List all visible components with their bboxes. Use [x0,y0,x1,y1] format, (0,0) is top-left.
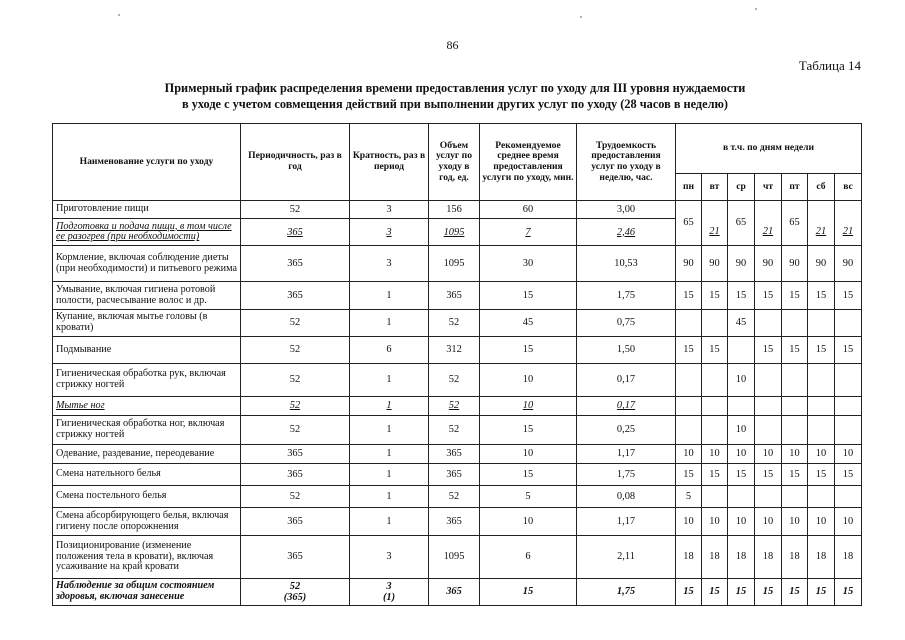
time-cell: 15 [480,579,577,606]
day-cell: 10 [676,445,702,464]
periodicity-cell: 365 [241,219,350,246]
labor-cell: 1,75 [577,464,676,486]
day-cell: 18 [782,536,808,579]
table-row [53,536,862,579]
table-title [100,80,810,112]
day-cell: 15 [755,464,782,486]
time-cell: 45 [480,310,577,337]
service-name: Мытье ног [53,397,241,416]
day-cell: 18 [728,536,755,579]
day-cell: 15 [702,282,728,310]
day-cell [835,486,862,508]
day-cell [835,310,862,337]
day-cell: 18 [702,536,728,579]
volume-cell: 52 [429,397,480,416]
multiplicity-cell: 1 [350,416,429,445]
day-cell: 5 [676,486,702,508]
labor-cell: 1,17 [577,445,676,464]
periodicity-cell: 365 [241,508,350,536]
day-cell [755,201,782,219]
table-row [53,246,862,282]
day-cell: 15 [782,579,808,606]
table-row [53,201,862,219]
header-labor: Трудоемкость предоставления услуг по уходу в неделю, час. [577,124,676,201]
day-cell [808,310,835,337]
day-cell: 15 [808,282,835,310]
day-cell: 10 [755,445,782,464]
day-cell [676,364,702,397]
periodicity-value: 52 [289,580,301,592]
day-cell: 90 [728,246,755,282]
periodicity-alt-value: (365) [283,592,307,603]
header-day: чт [755,174,782,201]
time-cell: 15 [480,337,577,364]
periodicity-cell: 365 [241,282,350,310]
multiplicity-cell: 1 [350,310,429,337]
day-cell [835,397,862,416]
service-name: Одевание, раздевание, переодевание [53,445,241,464]
day-cell [808,486,835,508]
labor-cell: 1,75 [577,282,676,310]
table-row [53,310,862,337]
service-name: Наблюдение за общим состоянием здоровья, включая занесение [53,579,241,606]
service-name: Умывание, включая гигиена ротовой полости, расчесывание волос и др. [53,282,241,310]
day-cell: 65 [728,201,755,246]
day-cell: 15 [835,464,862,486]
header-volume: Объем услуг по уходу в год, ед. [429,124,480,201]
day-cell: 15 [676,579,702,606]
time-cell: 60 [480,201,577,219]
table-row [53,416,862,445]
labor-cell: 1,17 [577,508,676,536]
day-cell: 15 [755,337,782,364]
page-number: 86 [446,38,459,52]
day-cell [702,310,728,337]
header-day: ср [728,174,755,201]
day-cell: 65 [782,201,808,246]
day-cell [808,364,835,397]
day-cell [755,310,782,337]
periodicity-cell: 365 [241,536,350,579]
day-cell: 10 [702,508,728,536]
periodicity-cell: 52 [241,364,350,397]
day-cell: 10 [835,508,862,536]
day-cell: 15 [808,464,835,486]
day-cell: 15 [835,579,862,606]
day-cell: 10 [782,508,808,536]
labor-cell: 10,53 [577,246,676,282]
day-cell: 15 [835,337,862,364]
labor-cell: 2,46 [577,219,676,246]
volume-cell: 156 [429,201,480,219]
day-cell [782,364,808,397]
header-days-group: в т.ч. по дням недели [676,124,862,174]
day-cell: 15 [676,464,702,486]
day-cell: 90 [702,246,728,282]
day-cell: 45 [728,310,755,337]
multiplicity-cell: 1 [350,282,429,310]
time-cell: 6 [480,536,577,579]
title-line-2: в уходе с учетом совмещения действий при выполнении других услуг по уходу (28 часов в неделю) [182,97,728,111]
day-cell [835,201,862,219]
day-cell [755,416,782,445]
day-cell [808,416,835,445]
day-cell: 15 [782,464,808,486]
day-cell: 15 [808,579,835,606]
day-cell: 15 [755,579,782,606]
day-cell: 21 [808,219,835,246]
day-cell: 18 [808,536,835,579]
periodicity-cell: 365 [241,464,350,486]
labor-cell: 0,17 [577,397,676,416]
volume-cell: 365 [429,508,480,536]
service-name: Смена абсорбирующего белья, включая гигиену после опорожнения [53,508,241,536]
day-cell [728,397,755,416]
scan-speck [580,16,582,18]
table-row [53,364,862,397]
day-cell: 15 [728,579,755,606]
table-row [53,337,862,364]
day-cell: 10 [728,416,755,445]
day-cell [782,397,808,416]
day-cell: 10 [782,445,808,464]
day-cell [755,486,782,508]
day-cell [728,337,755,364]
periodicity-cell: 365 [241,246,350,282]
volume-cell: 52 [429,486,480,508]
day-cell: 15 [702,464,728,486]
day-cell: 15 [676,282,702,310]
header-row [53,124,862,174]
periodicity-cell: 52 [241,397,350,416]
periodicity-cell: 52 [241,310,350,337]
day-cell: 15 [808,337,835,364]
service-name: Кормление, включая соблюдение диеты (при необходимости) и питьевого режима [53,246,241,282]
volume-cell: 365 [429,464,480,486]
day-cell: 90 [782,246,808,282]
day-cell: 15 [782,282,808,310]
day-cell: 15 [835,282,862,310]
day-cell: 65 [676,201,702,246]
day-cell [702,201,728,219]
day-cell [755,364,782,397]
multiplicity-cell: 3 [350,246,429,282]
day-cell: 15 [728,464,755,486]
multiplicity-alt-value: (1) [382,592,396,603]
multiplicity-value: 3 [386,580,392,592]
table-row [53,464,862,486]
day-cell [782,310,808,337]
day-cell [782,486,808,508]
labor-cell: 1,50 [577,337,676,364]
header-multiplicity: Кратность, раз в период [350,124,429,201]
day-cell: 21 [755,219,782,246]
day-cell: 10 [702,445,728,464]
time-cell: 5 [480,486,577,508]
day-cell: 90 [835,246,862,282]
time-cell: 30 [480,246,577,282]
periodicity-cell: 365 [241,445,350,464]
multiplicity-cell: 1 [350,464,429,486]
header-day: пт [782,174,808,201]
time-cell: 7 [480,219,577,246]
day-cell: 18 [755,536,782,579]
day-cell: 90 [755,246,782,282]
volume-cell: 312 [429,337,480,364]
header-day: вт [702,174,728,201]
day-cell [835,416,862,445]
volume-cell: 52 [429,416,480,445]
day-cell [728,486,755,508]
day-cell: 15 [702,337,728,364]
day-cell: 21 [835,219,862,246]
day-cell: 90 [808,246,835,282]
day-cell: 21 [702,219,728,246]
labor-cell: 0,25 [577,416,676,445]
time-cell: 10 [480,397,577,416]
service-schedule-table [52,123,862,606]
day-cell: 10 [808,508,835,536]
periodicity-cell: 52 [241,416,350,445]
service-name: Смена нательного белья [53,464,241,486]
day-cell [702,364,728,397]
day-cell [808,201,835,219]
periodicity-cell: 52 [241,337,350,364]
table-row [53,282,862,310]
volume-cell: 365 [429,445,480,464]
day-cell: 15 [702,579,728,606]
day-cell [676,310,702,337]
header-day: сб [808,174,835,201]
volume-cell: 1095 [429,219,480,246]
table-row [53,445,862,464]
labor-cell: 3,00 [577,201,676,219]
day-cell [702,416,728,445]
header-day: пн [676,174,702,201]
service-name: Смена постельного белья [53,486,241,508]
day-cell [702,486,728,508]
time-cell: 15 [480,282,577,310]
day-cell [835,364,862,397]
day-cell: 18 [676,536,702,579]
labor-cell: 1,75 [577,579,676,606]
volume-cell: 1095 [429,536,480,579]
labor-cell: 0,17 [577,364,676,397]
day-cell: 10 [728,364,755,397]
day-cell [702,397,728,416]
table-row [53,397,862,416]
time-cell: 10 [480,445,577,464]
multiplicity-cell: 3 [350,536,429,579]
table-label: Таблица 14 [798,58,861,73]
service-name: Приготовление пищи [53,201,241,219]
scan-speck [118,14,120,16]
day-cell [782,416,808,445]
volume-cell: 52 [429,364,480,397]
service-name: Подготовка и подача пищи, в том числе ее разогрев (при необходимости) [53,219,241,246]
time-cell: 10 [480,508,577,536]
day-cell: 10 [835,445,862,464]
service-name: Купание, включая мытье головы (в кровати) [53,310,241,337]
time-cell: 15 [480,464,577,486]
multiplicity-cell [350,579,429,606]
multiplicity-cell: 1 [350,364,429,397]
header-name: Наименование услуги по уходу [53,124,241,201]
day-cell [676,416,702,445]
header-periodicity: Периодичность, раз в год [241,124,350,201]
multiplicity-cell: 1 [350,486,429,508]
day-cell: 18 [835,536,862,579]
table-row [53,579,862,606]
service-name: Гигиеническая обработка ног, включая стрижку ногтей [53,416,241,445]
labor-cell: 0,08 [577,486,676,508]
header-day: вс [835,174,862,201]
day-cell [808,397,835,416]
day-cell: 90 [676,246,702,282]
volume-cell: 52 [429,310,480,337]
volume-cell: 365 [429,282,480,310]
day-cell: 15 [782,337,808,364]
day-cell: 15 [755,282,782,310]
table-row [53,486,862,508]
day-cell [676,397,702,416]
service-name: Подмывание [53,337,241,364]
volume-cell: 1095 [429,246,480,282]
multiplicity-cell: 1 [350,508,429,536]
day-cell: 15 [728,282,755,310]
day-cell: 10 [676,508,702,536]
volume-cell: 365 [429,579,480,606]
day-cell: 15 [676,337,702,364]
table-row [53,508,862,536]
periodicity-cell [241,579,350,606]
periodicity-cell: 52 [241,201,350,219]
day-cell: 10 [808,445,835,464]
multiplicity-cell: 6 [350,337,429,364]
service-name: Гигиеническая обработка рук, включая стрижку ногтей [53,364,241,397]
day-cell: 10 [728,508,755,536]
labor-cell: 0,75 [577,310,676,337]
title-line-1: Примерный график распределения времени предоставления услуг по уходу для III уровня нуждаемости [164,81,746,95]
day-cell [755,397,782,416]
multiplicity-cell: 3 [350,201,429,219]
periodicity-cell: 52 [241,486,350,508]
header-time: Рекомендуемое среднее время предоставления услуги по уходу, мин. [480,124,577,201]
multiplicity-cell: 3 [350,219,429,246]
time-cell: 15 [480,416,577,445]
multiplicity-cell: 1 [350,445,429,464]
day-cell: 10 [728,445,755,464]
scan-speck [755,8,757,10]
service-name: Позиционирование (изменение положения тела в кровати), включая усаживание на край кровати [53,536,241,579]
multiplicity-cell: 1 [350,397,429,416]
time-cell: 10 [480,364,577,397]
labor-cell: 2,11 [577,536,676,579]
day-cell: 10 [755,508,782,536]
